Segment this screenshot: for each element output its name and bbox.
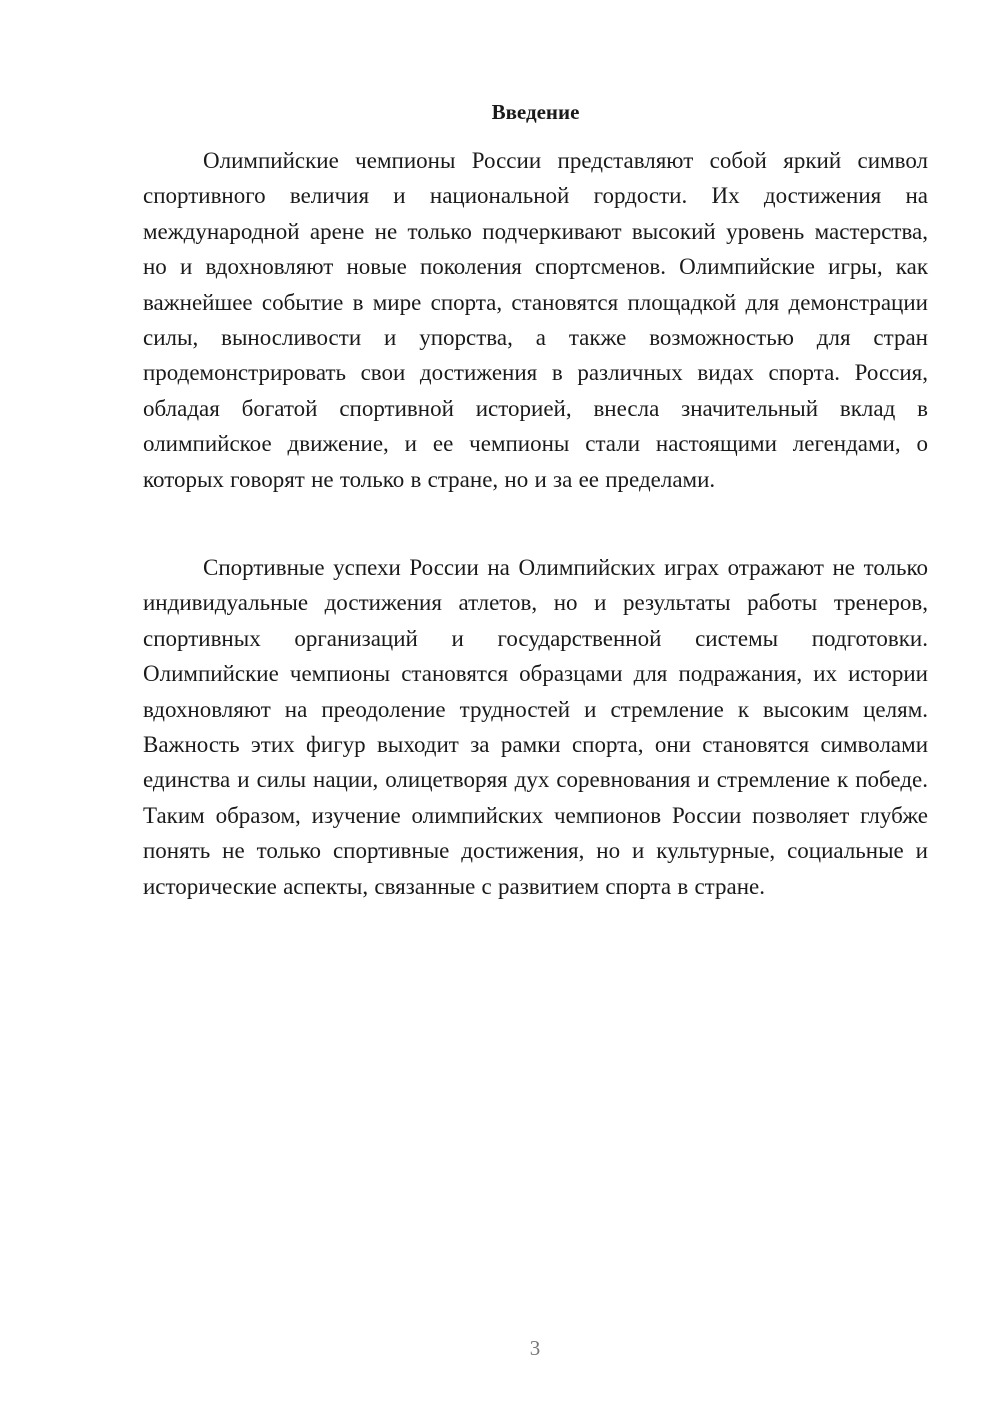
page-number: 3	[529, 1336, 541, 1360]
paragraph-achievements: Спортивные успехи России на Олимпийских играх отражают не только индивидуальные достижения атлетов, но и результаты работы тренеров, спортивных организаций и государственной системы подготовки. Олимпийские чемпионы становятся образцами для подражания, их истории вдохновляют на преодоление трудностей и стремление к высоким целям. Важность этих фигур выходит за рамки спорта, они становятся символами единства и силы нации, олицетворяя дух соревнования и стремление к победе. Таким образом, изучение олимпийских чемпионов России позволяет глубже понять не только спортивные достижения, но и культурные, социальные и исторические аспекты, связанные с развитием спорта в стране.	[143, 555, 928, 899]
paragraph-intro: Олимпийские чемпионы России представляют собой яркий символ спортивного величия и национальной гордости. Их достижения на международной арене не только подчеркивают высокий уровень мастерства, но и вдохновляют новые поколения спортсменов. Олимпийские игры, как важнейшее событие в мире спорта, становятся площадкой для демонстрации силы, выносливости и упорства, а также возможностью для стран продемонстрировать свои достижения в различных видах спорта. Россия, обладая богатой спортивной историей, внесла значительный вклад в олимпийское движение, и ее чемпионы стали настоящими легендами, о которых говорят не только в стране, но и за ее пределами.	[143, 148, 928, 492]
section-title: Введение	[491, 100, 580, 124]
